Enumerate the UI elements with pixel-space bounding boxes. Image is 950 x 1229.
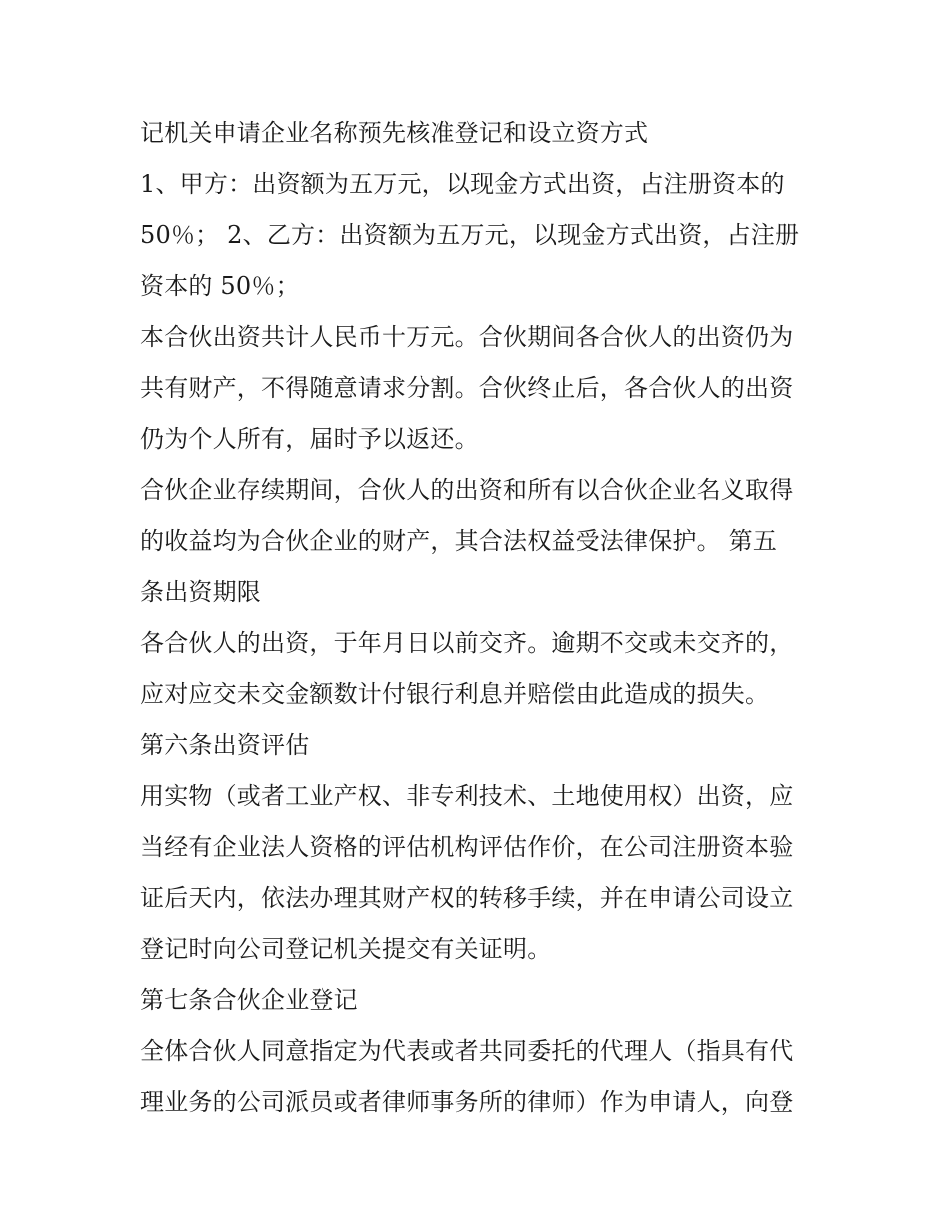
text-line: 仍为个人所有，届时予以返还。 bbox=[140, 425, 479, 453]
text-line: 证后天内，依法办理其财产权的转移手续，并在申请公司设立 bbox=[140, 884, 794, 912]
text-line: 当经有企业法人资格的评估机构评估作价，在公司注册资本验 bbox=[140, 833, 794, 861]
section-heading: 条出资期限 bbox=[140, 578, 261, 606]
text-line: 应对应交未交金额数计付银行利息并赔偿由此造成的损失。 bbox=[140, 680, 770, 708]
text-line: 共有财产，不得随意请求分割。合伙终止后，各合伙人的出资 bbox=[140, 374, 794, 402]
text-line: 资本的 50％； bbox=[140, 272, 300, 300]
text-line: 的收益均为合伙企业的财产，其合法权益受法律保护。 第五 bbox=[140, 527, 778, 555]
section-heading: 第七条合伙企业登记 bbox=[140, 986, 358, 1014]
text-line: 全体合伙人同意指定为代表或者共同委托的代理人（指具有代 bbox=[140, 1037, 794, 1065]
document-body bbox=[140, 108, 820, 1128]
text-line: 50％； 2、乙方：出资额为五万元，以现金方式出资，占注册 bbox=[140, 221, 800, 249]
text-line: 1、甲方：出资额为五万元，以现金方式出资，占注册资本的 bbox=[140, 170, 785, 198]
text-line: 各合伙人的出资，于年月日以前交齐。逾期不交或未交齐的， bbox=[140, 629, 794, 657]
text-line: 登记时向公司登记机关提交有关证明。 bbox=[140, 935, 552, 963]
text-line: 理业务的公司派员或者律师事务所的律师）作为申请人，向登 bbox=[140, 1088, 794, 1116]
text-line: 用实物（或者工业产权、非专利技术、土地使用权）出资，应 bbox=[140, 782, 794, 810]
text-line: 记机关申请企业名称预先核准登记和设立资方式 bbox=[140, 119, 649, 147]
text-line: 本合伙出资共计人民币十万元。合伙期间各合伙人的出资仍为 bbox=[140, 323, 794, 351]
section-heading: 第六条出资评估 bbox=[140, 731, 310, 759]
text-line: 合伙企业存续期间，合伙人的出资和所有以合伙企业名义取得 bbox=[140, 476, 794, 504]
